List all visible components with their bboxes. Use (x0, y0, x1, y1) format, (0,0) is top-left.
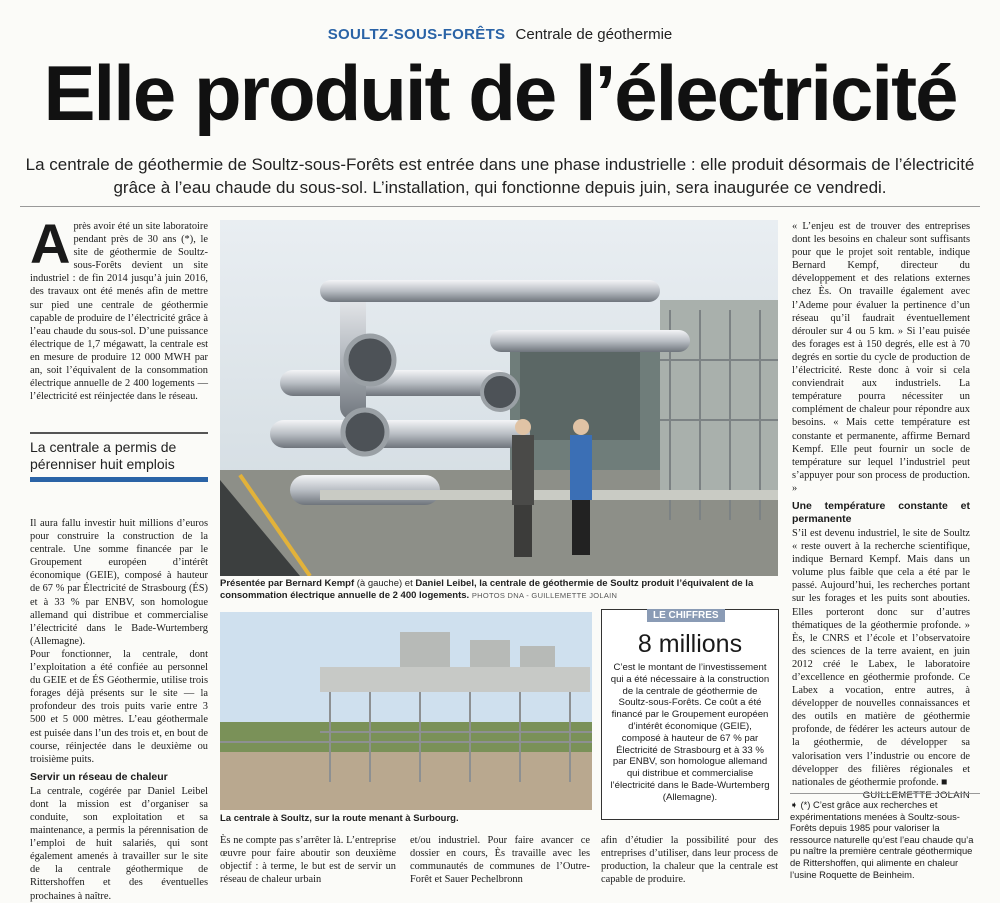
author-signature: GUILLEMETTE JOLAIN (862, 789, 970, 801)
chapo: La centrale de géothermie de Soultz-sous-Forêts est entrée dans une phase industrielle : elle produit désormais de l’électricité grâce à l’eau chaude du sous-sol. L’installation, qui fonctionne depuis juin, sera inaugurée ce vendredi. (25, 155, 975, 197)
heading-accent-bar (30, 477, 208, 482)
caption-bold: Présentée par Bernard Kempf (220, 578, 355, 589)
footnote: ➧ (*) C’est grâce aux recherches et expérimentations menées à Soultz-sous-Forêts depuis 1985 pour valoriser la ressource naturelle qu’est l’eau chaude qu’a pu naître la première centrale géothermique de Rittershoffen, qui alimente en chaleur l’usine Roquette de Beinheim. (790, 793, 980, 880)
paragraph: S’il est devenu industriel, le site de Soultz « reste ouvert à la recherche scientifique, indique Bernard Kempf. Mais dans un volume plus faible que cela a été par le passé. Aujourd’hui, les recherches portant sur les forages et les puits sont abouties. Elles porteront donc sur d’autres thématiques de la géothermie profonde. » Ès, le CNRS et l’école et l’observatoire des sciences de la terre avaient, en juin 2012 créé le Labex, le laboratoire d’excellence en géothermie profonde. Ce Labex a vocation, entre autres, à développer de nouvelles connaissances et des outils en matière de géothermie profonde, de fédérer les acteurs autour de la géothermie, de développer sa valorisation vers l’industrie ou encore de développer des filières régionales et nationales de géothermie profonde. ■ (792, 527, 970, 788)
article-column-right (792, 220, 970, 802)
article-column-4: afin d’étudier la possibilité pour des entreprises d’utiliser, dans leur process de production, la chaleur que la centrale est capable de produire. (601, 835, 778, 886)
kicker (0, 26, 1000, 43)
photo-credit: PHOTOS DNA - GUILLEMETTE JOLAIN (471, 591, 618, 600)
box-tag: LE CHIFFRES (647, 609, 725, 622)
caption-bold: Daniel Leibel, la centrale de géothermie de Soultz produit l’équivalent de la consommation électrique annuelle de 2 400 logements. (220, 578, 754, 601)
kicker-place: SOULTZ-SOUS-FORÊTS (327, 26, 506, 43)
photo2-caption: La centrale à Soultz, sur la route menant à Surbourg. (220, 813, 459, 824)
paragraph: Il aura fallu investir huit millions d’euros pour construire la construction de la centrale. Une somme financée par le Groupement européen d’intérêt économique (GEIE), composé à hauteur de 67 % par Électricité de Strasbourg (ÉS) et à 33 % par ENBV, son homologue allemand qui distribue et commercialise l’électricité dans le Bade-Wurtemberg (Allemagne). (30, 518, 208, 647)
divider (20, 206, 980, 207)
paragraph: « L’enjeu est de trouver des entreprises dont les besoins en chaleur sont suffisants pour que le projet soit rentable, indique Bernard Kempf, directeur du développement et des relations externes chez Ès. On travaille également avec l’Ademe pour évaluer la pertinence d’un réseau qu’il faudrait éventuellement dérouler sur 4 ou 5 km. » Si l’eau puisée des forages est à 150 degrés, elle est à 70 degrés en sortie du cycle de production de l’électricité. Reste donc à voir si cela conviendrait aux industriels. La température pourra nécessiter un complément de chaleur pour répondre aux besoins. « Mais cette température est constante et permanente, affirme Bernard Kempf. Elle peut fournir un socle de température sur lequel l’industriel peut s’appuyer pour son process de production. » (792, 221, 970, 494)
subheading: Servir un réseau de chaleur (30, 770, 168, 783)
subheading: Une température constante et permanente (792, 499, 970, 525)
paragraph: La centrale, cogérée par Daniel Leibel dont la mission est d’organiser sa conduite, son exploitation et sa maintenance, a permis la pérennisation de l’emploi de huit salariés, qui sont également amenés à travailler sur le site de la centrale géothermique de Rittershoffen et des éventuelles prochaines à naître. (30, 785, 208, 902)
kicker-section: Centrale de géothermie (515, 26, 673, 43)
photo-cooling-towers (220, 612, 592, 810)
headline: Elle produit de l’électricité (43, 49, 957, 137)
drop-cap: A (30, 212, 71, 275)
paragraph: Pour fonctionner, la centrale, dont l’exploitation a été confiée au personnel du GEIE et de ÉS Géothermie, utilise trois forages déjà présents sur le site — la profondeur des trois puits varie entre 3 500 et 5 000 mètres. L’eau géothermale est puisée dans l’un des trois et, en bout de course, réinjectée dans le deuxième ou troisième puits. (30, 648, 208, 765)
section-heading-box (30, 432, 208, 482)
article-lead (30, 212, 208, 403)
section-heading: La centrale a permis de pérenniser huit emplois (30, 439, 177, 472)
key-figure-box (601, 609, 779, 820)
photo-geothermal-plant (220, 220, 778, 576)
lead-text: près avoir été un site laboratoire pendant près de 30 ans (*), le site de géothermie de Soultz-sous-Forêts devient un site industriel : de fin 2014 jusqu’à juin 2016, des travaux ont été menés afin de mettre sur pied une centrale de géothermie capable de produire de l’électricité grâce à l’eau chaude du sous-sol. D’une puissance électrique de 1,7 mégawatt, la centrale est en mesure de produire 12 000 MWH par an, soit l’équivalent de la consommation électrique annuelle de 2 400 logements — l’électricité est réinjectée dans le réseau. (30, 221, 208, 403)
article-column-1 (30, 517, 208, 903)
caption-text: (à gauche) et (354, 578, 416, 589)
article-column-3: et/ou industriel. Pour faire avancer ce dossier en cours, Ès travaille avec les communautés de communes de l’Outre-Forêt et Sauer Pechelbronn (410, 835, 590, 886)
key-figure-text: C’est le montant de l’investissement qui a été nécessaire à la construction de la centrale de géothermie de Soultz-sous-Forêts. Ce coût a été financé par le Groupement européen d’intérêt économique (GEIE), composé à hauteur de 67 % par Électricité de Strasbourg et à 33 % par ENBV, son homologue allemand qui distribue et commercialise l’électricité dans le Bade-Wurtemberg (Allemagne). (610, 662, 770, 803)
article-column-2: Ès ne compte pas s’arrêter là. L’entreprise œuvre pour faire aboutir son deuxième objectif : à terme, le but est de servir un réseau de chaleur urbain (220, 835, 396, 886)
key-figure: 8 millions (637, 630, 743, 658)
photo1-caption (220, 578, 780, 602)
